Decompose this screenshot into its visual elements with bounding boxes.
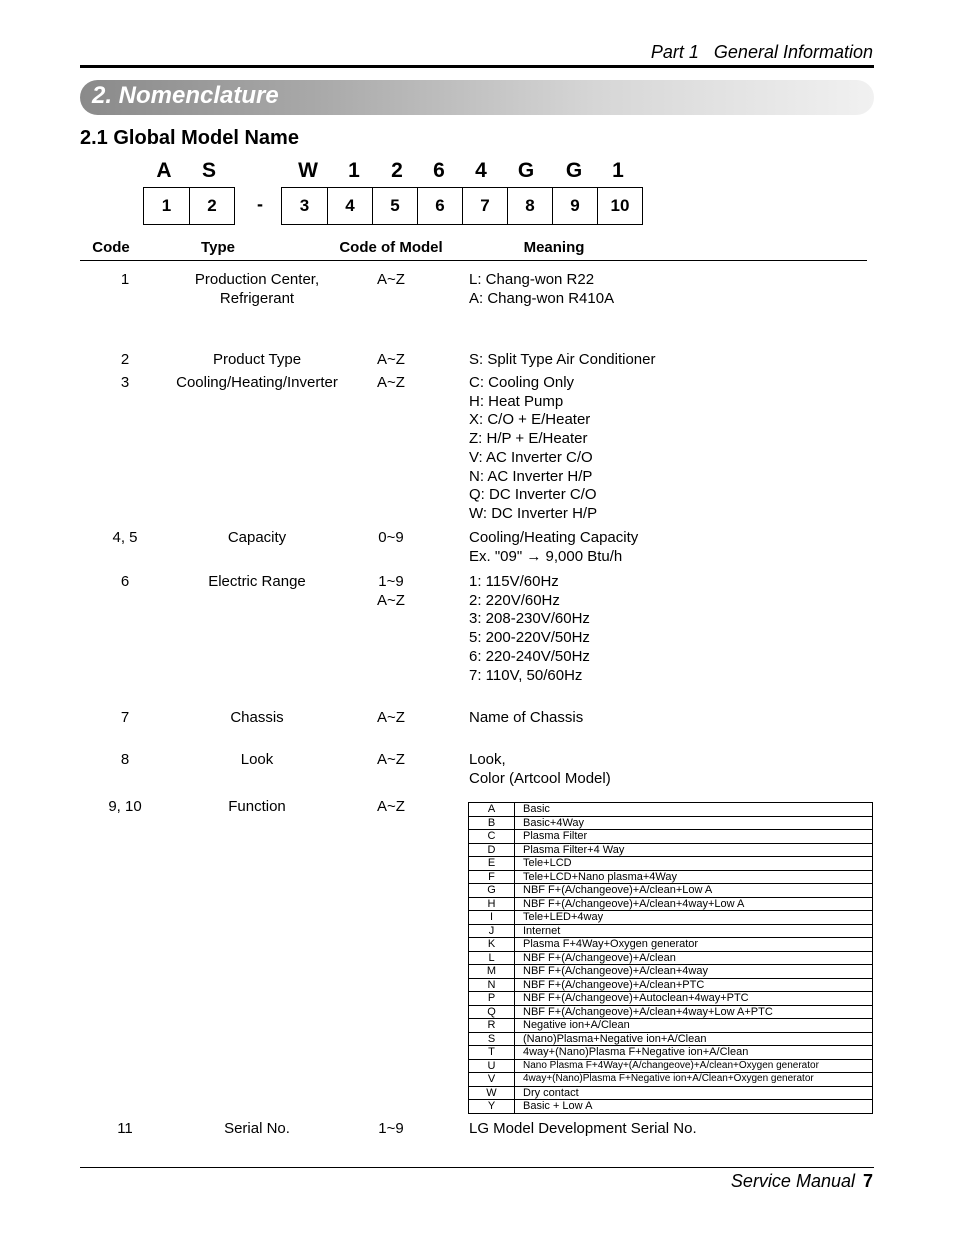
footer-label: Service Manual bbox=[730, 1171, 855, 1191]
row-type: Production Center, Refrigerant bbox=[194, 271, 320, 307]
function-row bbox=[469, 965, 873, 979]
row-type: Electric Range bbox=[208, 573, 306, 590]
row-code: 2 bbox=[120, 351, 130, 368]
function-row bbox=[469, 951, 873, 965]
function-row bbox=[469, 1086, 873, 1100]
function-row bbox=[469, 1032, 873, 1046]
function-key: F bbox=[469, 870, 515, 884]
function-row bbox=[469, 1005, 873, 1019]
function-key: V bbox=[469, 1073, 515, 1087]
row-type: Chassis bbox=[230, 709, 284, 726]
function-row bbox=[469, 1100, 873, 1114]
column-header-code: Code bbox=[92, 239, 130, 256]
function-value: Tele+LED+4way bbox=[515, 911, 873, 925]
position-box: 8 bbox=[507, 188, 552, 224]
function-value: NBF F+(A/changeove)+A/clean+Low A bbox=[515, 884, 873, 898]
function-key: I bbox=[469, 911, 515, 925]
position-box: 5 bbox=[372, 188, 417, 224]
row-model: A~Z bbox=[377, 271, 405, 288]
function-key: W bbox=[469, 1086, 515, 1100]
model-letter: S bbox=[201, 159, 216, 182]
row-meaning: L: Chang-won R22 A: Chang-won R410A bbox=[469, 271, 615, 307]
function-row bbox=[469, 1019, 873, 1033]
row-model: A~Z bbox=[377, 351, 405, 368]
function-value: Basic+4Way bbox=[515, 816, 873, 830]
function-key: J bbox=[469, 924, 515, 938]
function-value: Internet bbox=[515, 924, 873, 938]
row-meaning: LG Model Development Serial No. bbox=[469, 1120, 697, 1137]
function-code-table bbox=[468, 802, 873, 1114]
function-row bbox=[469, 830, 873, 844]
row-meaning: C: Cooling Only H: Heat Pump X: C/O + E/Heater Z: H/P + E/Heater V: AC Inverter C/O N: AC Inverter H/P Q: DC Inverter C/O W: DC Inverter H/P bbox=[469, 374, 598, 522]
function-key: Q bbox=[469, 1005, 515, 1019]
function-key: Y bbox=[469, 1100, 515, 1114]
column-header-type: Type bbox=[201, 239, 235, 256]
function-key: N bbox=[469, 978, 515, 992]
row-model: 1~9 bbox=[378, 1120, 404, 1137]
function-key: E bbox=[469, 857, 515, 871]
row-model: A~Z bbox=[377, 751, 405, 768]
row-model: 1~9 A~Z bbox=[377, 573, 405, 609]
function-key: T bbox=[469, 1046, 515, 1060]
row-meaning: Name of Chassis bbox=[469, 709, 584, 726]
function-value: NBF F+(A/changeove)+A/clean+4way+Low A bbox=[515, 897, 873, 911]
model-letter: G bbox=[517, 159, 535, 182]
function-row bbox=[469, 870, 873, 884]
row-type: Product Type bbox=[212, 351, 302, 368]
function-row bbox=[469, 857, 873, 871]
row-meaning: 1: 115V/60Hz 2: 220V/60Hz 3: 208-230V/60Hz 5: 200-220V/50Hz 6: 220-240V/50Hz 7: 110V, 50/60Hz bbox=[469, 573, 590, 684]
header-row-divider bbox=[80, 260, 867, 261]
row-code: 9, 10 bbox=[108, 798, 142, 815]
function-key: M bbox=[469, 965, 515, 979]
header-part-label: Part 1 General Information bbox=[650, 42, 873, 62]
function-row bbox=[469, 1046, 873, 1060]
row-meaning: S: Split Type Air Conditioner bbox=[469, 351, 656, 368]
function-key: P bbox=[469, 992, 515, 1006]
row-code: 11 bbox=[117, 1120, 133, 1137]
row-code: 8 bbox=[120, 751, 130, 768]
function-key: S bbox=[469, 1032, 515, 1046]
position-box: 6 bbox=[417, 188, 462, 224]
row-type: Serial No. bbox=[224, 1120, 290, 1137]
function-value: Negative ion+A/Clean bbox=[515, 1019, 873, 1033]
function-row bbox=[469, 911, 873, 925]
function-row bbox=[469, 816, 873, 830]
row-model: A~Z bbox=[377, 374, 405, 391]
model-letter: A bbox=[156, 159, 172, 182]
function-key: K bbox=[469, 938, 515, 952]
section-title: 2.1 Global Model Name bbox=[80, 127, 299, 149]
function-value: (Nano)Plasma+Negative ion+A/Clean bbox=[515, 1032, 873, 1046]
function-row bbox=[469, 978, 873, 992]
row-meaning: Cooling/Heating Capacity Ex. "09" → 9,000 Btu/h bbox=[469, 529, 639, 565]
function-key: H bbox=[469, 897, 515, 911]
position-box: 9 bbox=[552, 188, 597, 224]
position-box: 7 bbox=[462, 188, 507, 224]
function-value: NBF F+(A/changeove)+A/clean bbox=[515, 951, 873, 965]
function-value: NBF F+(A/changeove)+A/clean+PTC bbox=[515, 978, 873, 992]
function-value: Dry contact bbox=[515, 1086, 873, 1100]
page-title: 2. Nomenclature bbox=[92, 82, 279, 109]
function-value: NBF F+(A/changeove)+A/clean+4way+Low A+PTC bbox=[515, 1005, 873, 1019]
function-key: D bbox=[469, 843, 515, 857]
function-value: Basic bbox=[515, 803, 873, 817]
row-model: A~Z bbox=[377, 798, 405, 815]
row-meaning: Look, Color (Artcool Model) bbox=[469, 751, 611, 787]
function-key: B bbox=[469, 816, 515, 830]
function-row bbox=[469, 924, 873, 938]
function-value: 4way+(Nano)Plasma F+Negative ion+A/Clean bbox=[515, 1046, 873, 1060]
row-type: Capacity bbox=[227, 529, 287, 546]
function-row bbox=[469, 897, 873, 911]
function-key: L bbox=[469, 951, 515, 965]
footer bbox=[731, 1171, 873, 1192]
function-key: R bbox=[469, 1019, 515, 1033]
position-box: 2 bbox=[189, 188, 234, 224]
model-letter: G bbox=[565, 159, 583, 182]
model-letter: 1 bbox=[348, 159, 360, 182]
position-box-group-1 bbox=[143, 187, 235, 225]
function-value: NBF F+(A/changeove)+Autoclean+4way+PTC bbox=[515, 992, 873, 1006]
model-letter: 6 bbox=[433, 159, 445, 182]
row-model: A~Z bbox=[377, 709, 405, 726]
column-header-model: Code of Model bbox=[339, 239, 443, 256]
row-code: 7 bbox=[120, 709, 130, 726]
function-key: A bbox=[469, 803, 515, 817]
function-value: Tele+LCD+Nano plasma+4Way bbox=[515, 870, 873, 884]
function-value: NBF F+(A/changeove)+A/clean+4way bbox=[515, 965, 873, 979]
position-box: 10 bbox=[597, 188, 642, 224]
function-key: C bbox=[469, 830, 515, 844]
function-row bbox=[469, 1059, 873, 1073]
function-value: Basic + Low A bbox=[515, 1100, 873, 1114]
model-letter: 2 bbox=[391, 159, 403, 182]
page-number: 7 bbox=[862, 1171, 873, 1191]
position-box: 3 bbox=[299, 196, 310, 215]
function-row bbox=[469, 938, 873, 952]
function-row bbox=[469, 884, 873, 898]
column-header-meaning: Meaning bbox=[523, 239, 585, 256]
function-row bbox=[469, 1073, 873, 1087]
model-letter: W bbox=[298, 159, 318, 182]
footer-divider bbox=[80, 1167, 874, 1168]
row-code: 1 bbox=[120, 271, 130, 288]
function-value: 4way+(Nano)Plasma F+Negative ion+A/Clean+Oxygen generator bbox=[515, 1073, 873, 1087]
function-value: Tele+LCD bbox=[515, 857, 873, 871]
function-row bbox=[469, 843, 873, 857]
header-divider bbox=[80, 65, 874, 68]
model-letter: 4 bbox=[475, 159, 487, 182]
row-type: Look bbox=[240, 751, 274, 768]
position-box: 4 bbox=[327, 188, 372, 224]
row-code: 4, 5 bbox=[112, 529, 138, 546]
row-code: 3 bbox=[120, 374, 130, 391]
function-row bbox=[469, 992, 873, 1006]
position-box: 1 bbox=[161, 196, 172, 215]
function-value: Plasma Filter+4 Way bbox=[515, 843, 873, 857]
function-key: U bbox=[469, 1059, 515, 1073]
position-box-group-2 bbox=[281, 187, 643, 225]
function-code-table-body bbox=[469, 803, 873, 1114]
function-value: Nano Plasma F+4Way+(A/changeove)+A/clean+Oxygen generator bbox=[515, 1059, 873, 1073]
row-type: Function bbox=[228, 798, 286, 815]
function-value: Plasma F+4Way+Oxygen generator bbox=[515, 938, 873, 952]
row-type: Cooling/Heating/Inverter bbox=[176, 374, 338, 391]
function-value: Plasma Filter bbox=[515, 830, 873, 844]
function-row bbox=[469, 803, 873, 817]
row-code: 6 bbox=[120, 573, 130, 590]
row-model: 0~9 bbox=[378, 529, 404, 546]
function-key: G bbox=[469, 884, 515, 898]
model-letter: 1 bbox=[612, 159, 624, 182]
position-dash: - bbox=[257, 194, 263, 214]
